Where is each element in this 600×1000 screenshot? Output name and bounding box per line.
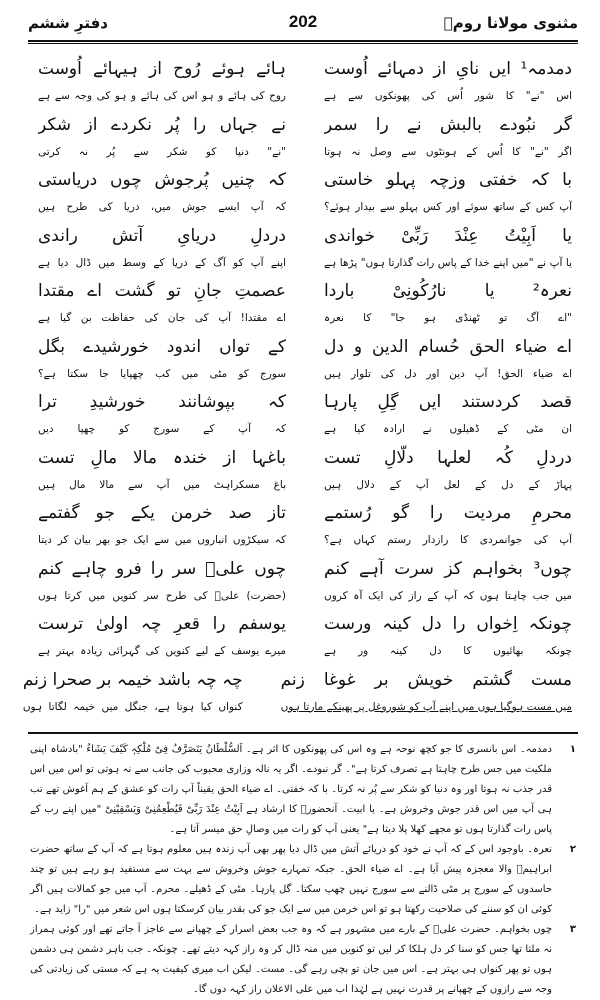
book-title: مثنوی مولانا رومؒ: [443, 14, 578, 32]
urdu-translation: کہ آپ کے سورج کو چھپا دیں: [38, 423, 286, 435]
second-hemistich: [38, 554, 286, 610]
second-hemistich: [38, 110, 286, 166]
couplet: [38, 498, 572, 554]
footnote-divider: [28, 732, 578, 734]
urdu-translation: آپ کس کے ساتھ سوئے اور کس پہلو سے بیدار ہوئے؟: [324, 201, 572, 213]
couplet: [38, 387, 572, 443]
couplet: [38, 609, 572, 665]
footnote-text: دمدمہ۔ اس بانسری کا جو کچھ نوحہ ہے وہ اس کی پھونکوں کا اثر ہے۔ اَلسُّلْطَانُ یَتَصَرَّفُ فِیْ مُلْکِہٖ کَیْفَ یَشَاءُ "بادشاہ اپنی ملکیت میں جس طرح چاہتا ہے تصرف کرتا ہے"۔ گر نبودے۔ اگر یہ نالہ وزاری محبوب کی جانب سے نہ ہوتی تو اس میں اس قدر جذب نہ ہوتا اور وہ دنیا کو شکر سے پُر نہ کرتا۔ با کہ خفتی۔ اے ضیاء الحق یقیناً آپ رات کو عشق کے ہم آغوش تھے تب ہی آپ میں اس قدر جوش وخروش ہے۔ یا ابیت۔ آنحضورؐ کا ارشاد ہے اَبِیْتُ عِنْدَ رَبِّیْ فَیُطْعِمُنِیْ وَیَسْقِیْنِیْ "میں اپنے رب کے پاس رات گذارتا ہوں تو مجھے کھلا پلا دیتا ہے" یعنی آپ کو رات میں وصالِ حق میسر آتا ہے۔: [30, 744, 552, 835]
persian-verse: محرمِ مردیت را گو رُستمے: [324, 503, 572, 523]
second-hemistich: [38, 443, 286, 499]
persian-verse: تاز صد خرمن یکے جو گفتمے: [38, 503, 286, 523]
footnote-number: ۳: [569, 924, 576, 935]
persian-verse: مست گشتم خویش بر غوغا زنم: [280, 669, 572, 690]
couplet: [38, 332, 572, 388]
couplet: [38, 221, 572, 277]
second-hemistich: [38, 165, 286, 221]
couplet: [38, 165, 572, 221]
first-hemistich: [324, 332, 572, 388]
persian-verse: چوں علیؓ سر را فرو چاہے کنم: [38, 558, 286, 579]
urdu-translation: آپ کی جوانمردی کا رازدار رستم کہاں ہے؟: [324, 534, 572, 546]
second-hemistich: [38, 332, 286, 388]
footnote: [30, 920, 576, 1000]
urdu-translation: ان مٹی کے ڈھیلوں نے ارادہ کیا ہے: [324, 423, 572, 435]
urdu-translation: اے مقتدا! آپ کی جان کی حفاظت بن گیا ہے: [38, 312, 286, 324]
second-hemistich: [38, 221, 286, 277]
persian-verse: نعرہ² یا نارُکُونِیْ باردا: [324, 281, 572, 301]
urdu-translation: چونکہ بھائیوں کا دل کینہ ور ہے: [324, 645, 572, 657]
urdu-translation: یا آپ نے "میں اپنے خدا کے پاس رات گذارتا ہوں" پڑھا ہے: [324, 256, 572, 269]
second-hemistich: [38, 54, 286, 110]
first-hemistich: [324, 54, 572, 110]
first-hemistich: [324, 165, 572, 221]
couplet: [38, 554, 572, 610]
first-hemistich: [324, 443, 572, 499]
couplet: [38, 110, 572, 166]
urdu-translation: روح کی ہائے و ہو اس کی ہائے و ہو کی وجہ سے ہے: [38, 90, 286, 102]
urdu-translation: باغ مسکراہٹ میں آپ سے مالا مال ہیں: [38, 478, 286, 491]
couplet: [38, 276, 572, 332]
first-hemistich: [324, 498, 572, 554]
urdu-translation: سورج کو مٹی میں کب چھپایا جا سکتا ہے؟: [38, 367, 286, 380]
persian-verse: چہ چہ باشد خیمہ بر صحرا زنم: [22, 669, 243, 690]
couplet: [38, 54, 572, 110]
persian-verse: کہ چنیں پُرجوش چوں دریاستی: [38, 170, 286, 190]
urdu-translation: اے ضیاء الحق! آپ دین اور دل کی تلوار ہیں: [324, 367, 572, 380]
urdu-translation: اگر "نے" کا اُس کے ہونٹوں سے وصل نہ ہوتا: [324, 145, 572, 158]
persian-verse: دردلِ دریایِ آتش راندی: [38, 225, 286, 246]
urdu-translation: اپنے آپ کو آگ کے دریا کے وسط میں ڈال دیا ہے: [38, 256, 286, 269]
persian-verse: کے تواں اندود خورشیدے بگل: [38, 336, 286, 357]
urdu-translation: کہ آپ ایسے جوش میں، دریا کی طرح ہیں: [38, 201, 286, 213]
persian-verse: دمدمہ¹ ایں نایِ از دمہائے اُوست: [324, 59, 572, 79]
persian-verse: باغہا از خندہ مالا مالِ تست: [38, 447, 286, 468]
footnote-text: چوں بخواہم۔ حضرت علیؓ کے بارے میں مشہور ہے کہ وہ جب بعض اسرار کے چھپانے سے عاجز آ جاتے تھے اور کوئی ہمراز نہ ملتا تھا جس کو سنا کر دل ہلکا کر لیں تو کنویں میں منہ ڈال کر وہ راز کہہ دیتے تھے۔ چونکہ۔ جب باہر دشمن ہی دشمن ہوں تو پھر کنواں ہی بہتر ہے۔ اس میں جان تو بچی رہے گی۔ مست۔ لیکن اب میری کیفیت یہ ہے کہ مستی کی زیادتی کی وجہ سے رازوں کے چھپانے پر قدرت نہیں ہے لہٰذا اب میں علی الاعلان راز کہہ دوں گا۔: [30, 924, 552, 995]
footnote-number: ۲: [569, 844, 576, 855]
persian-verse: دردلِ کُہ لعلہا دلّالِ تست: [324, 447, 572, 468]
couplet: [38, 443, 572, 499]
persian-verse: چونکہ اِخواں را دل کینہ ورست: [324, 614, 572, 634]
page-number: 202: [288, 12, 318, 31]
first-hemistich: [324, 554, 572, 610]
persian-verse: گر نبُودے بالبش نے را سمر: [324, 114, 572, 135]
urdu-translation: "اے آگ تو ٹھنڈی ہو جا" کا نعرہ: [324, 312, 572, 324]
persian-verse: نے جہاں را پُر نکردے از شکر: [38, 114, 286, 135]
urdu-translation: میں جب چاہتا ہوں کہ آپ کے راز کی ایک آہ کروں: [324, 589, 572, 602]
persian-verse: چوں³ بخواہم کز سرت آہے کنم: [324, 558, 572, 579]
urdu-translation: پہاڑ کے دل کے لعل آپ کے دلال ہیں: [324, 478, 572, 491]
persian-verse: اے ضیاء الحق حُسام الدین و دل: [324, 336, 572, 357]
first-hemistich: [324, 387, 572, 443]
persian-verse: کہ بپوشانند خورشیدِ ترا: [38, 392, 286, 412]
persian-verse: قصد کردستند ایں گِلِ پارہا: [324, 392, 572, 412]
urdu-translation: میرے یوسف کے لیے کنویں کی گہرائی زیادہ بہتر ہے: [38, 645, 286, 657]
urdu-translation: "نے" دنیا کو شکر سے پُر نہ کرتی: [38, 145, 286, 158]
page-header: [28, 8, 578, 38]
footnote: [30, 740, 576, 840]
footnote-number: ۱: [569, 744, 576, 755]
persian-verse: با کہ خفتی وزچہ پہلو خاستی: [324, 170, 572, 190]
first-hemistich: [324, 276, 572, 332]
footnote-text: نعرہ۔ باوجود اس کے کہ آپ نے خود کو دریائے آتش میں ڈال دیا پھر بھی آپ زندہ ہیں معلوم ہوتا ہے کہ آپ کے ساتھ حضرت ابراہیمؑ والا معجزہ پیش آیا ہے۔ اے ضیاء الحق۔ جبکہ تمہارے جوش وخروش سے بہت سے مستفید ہو رہے ہیں تو چند حاسدوں کے سورج پر مٹی ڈالنے سے سورج نہیں چھپ سکتا۔ گل پارہا۔ مٹی کے ڈھیلے۔ محرم۔ آپ میں جو کمالات ہیں اگر کوئی ان کو سننے کی صلاحیت رکھتا ہو تو اس خرمن میں سے ایک جو کی بقدر بیان کرسکتا ہوں اس شعر میں "را" زاید ہے۔: [30, 844, 552, 915]
second-hemistich: [38, 498, 286, 554]
second-hemistich: [38, 276, 286, 332]
persian-verse: یوسفم را قعرِ چہ اولیٰ ترست: [38, 614, 286, 634]
first-hemistich: [324, 110, 572, 166]
second-hemistich: [38, 387, 286, 443]
volume-title: دفترِ ششم: [28, 14, 108, 32]
first-hemistich: [281, 665, 572, 721]
couplet: [22, 665, 572, 721]
footnotes: [30, 740, 576, 1000]
persian-verse: عصمتِ جانِ تو گشت اے مقتدا: [38, 281, 286, 301]
footnote: [30, 840, 576, 920]
urdu-translation: کنواں کیا ہوتا ہے، جنگل میں خیمہ لگاتا ہوں: [22, 700, 243, 713]
persian-verse: یا اَبِیْتُ عِنْدَ رَبِّیْ خواندی: [324, 225, 572, 246]
first-hemistich: [324, 221, 572, 277]
second-hemistich: [38, 609, 286, 665]
urdu-translation: کہ سیکڑوں انباروں میں سے ایک جو بھر بیان کر دیتا: [38, 534, 286, 546]
urdu-translation: (حضرت) علیؓ کی طرح سر کنویں میں کرتا ہوں: [38, 589, 286, 602]
second-hemistich: [23, 665, 243, 721]
urdu-translation: میں مست ہوگیا ہوں میں اپنے آپ کو شوروغل پر پھینکے مارتا ہوں: [280, 700, 572, 713]
header-divider: [28, 40, 578, 44]
first-hemistich: [324, 609, 572, 665]
urdu-translation: اس "نے" کا شور اُس کی پھونکوں سے ہے: [324, 90, 572, 102]
persian-verse: ہائے ہوئے رُوح از ہیہائے اُوست: [38, 59, 286, 79]
verse-section: [22, 54, 572, 720]
